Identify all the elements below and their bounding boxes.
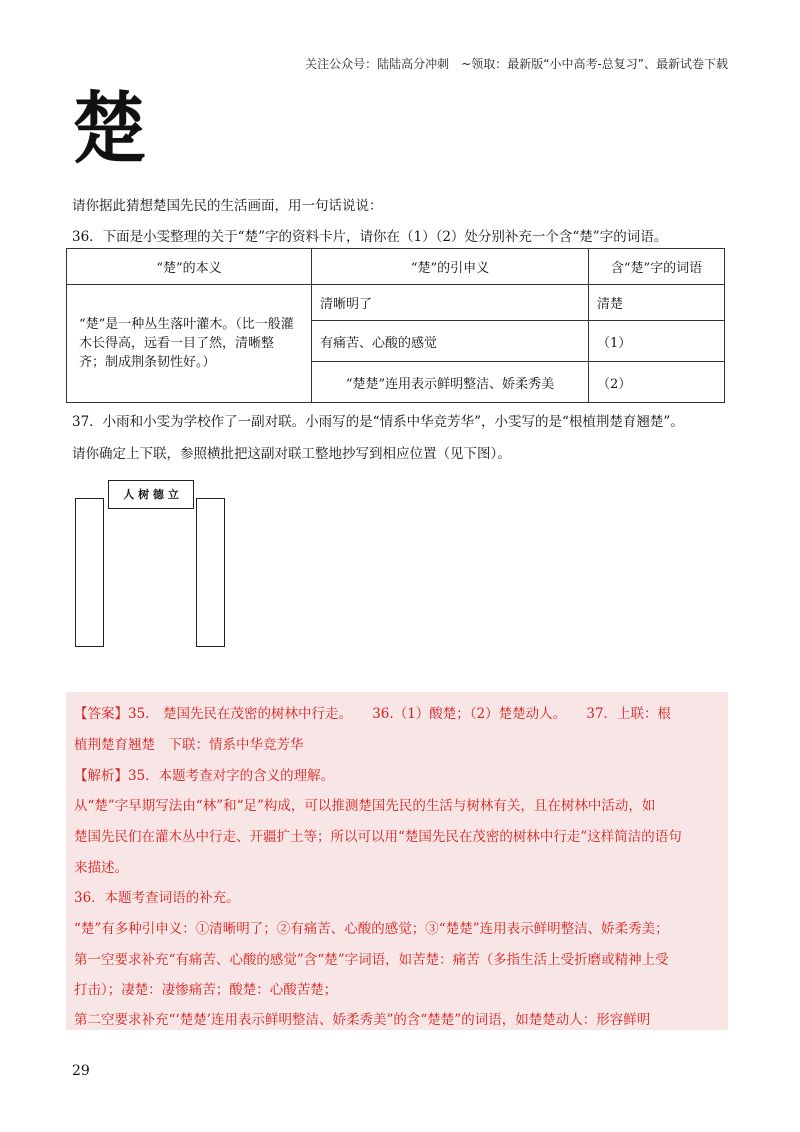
word-cell: 清楚	[589, 285, 725, 321]
answer-line: 植荆楚育翘楚 下联：情系中华竞芳华	[74, 737, 304, 753]
extended-meaning-cell: “楚楚”连用表示鲜明整洁、娇柔秀美	[312, 362, 589, 403]
table-header: “楚”的本义	[67, 249, 312, 285]
q37-line-1: 37．小雨和小雯为学校作了一副对联。小雨写的是“情系中华竞芳华”，小雯写的是“根植荆楚育翘楚”。	[72, 414, 684, 430]
analysis-line: 来描述。	[74, 860, 128, 876]
table-row	[67, 285, 725, 321]
page-header: 关注公众号：陆陆高分冲刺 ~领取：最新版“小中高考-总复习”、最新试卷下载	[305, 57, 728, 71]
q37-line-2: 请你确定上下联，参照横批把这副对联工整地抄写到相应位置（见下图）。	[72, 446, 511, 462]
page-number: 29	[72, 1063, 90, 1079]
table-header-row	[67, 249, 725, 285]
extended-meaning-cell: 有痛苦、心酸的感觉	[312, 321, 589, 362]
analysis-line: 打击）；凄楚：凄惨痛苦；酸楚：心酸苦楚；	[74, 982, 338, 998]
right-couplet-box	[75, 498, 104, 647]
extended-meaning-cell: 清晰明了	[312, 285, 589, 321]
ancient-character-glyph: 楚	[72, 83, 146, 175]
analysis-line: 从“楚”字早期写法由“林”和“足”构成，可以推测楚国先民的生活与树林有关，且在树林中活动，如	[74, 798, 656, 814]
banner-box: 人 树 德 立	[108, 480, 194, 509]
q35-prompt: 请你据此猜想楚国先民的生活画面，用一句话说说：	[72, 198, 383, 214]
base-meaning-cell: “楚”是一种丛生落叶灌木。（比一般灌木长得高，远看一目了然，清晰整齐；制成荆条韧性好。）	[67, 285, 312, 403]
info-card-table	[66, 248, 725, 403]
table-header: “楚”的引申义	[312, 249, 589, 285]
table-header: 含“楚”字的词语	[589, 249, 725, 285]
answer-line: 【答案】35. 楚国先民在茂密的树林中行走。 36.（1）酸楚；（2）楚楚动人。 37．上联：根	[74, 706, 672, 722]
word-cell: （2）	[589, 362, 725, 403]
analysis-line: 【解析】35．本题考查对字的含义的理解。	[74, 768, 335, 784]
analysis-line: 第一空要求补充“有痛苦、心酸的感觉”含“楚”字词语，如苦楚：痛苦（多指生活上受折磨或精神上受	[74, 952, 669, 968]
analysis-line: 楚国先民们在灌木丛中行走、开疆扩土等；所以可以用“楚国先民在茂密的树林中行走”这样简洁的语句	[74, 829, 682, 845]
analysis-line: 36．本题考查词语的补充。	[74, 890, 240, 906]
word-cell: （1）	[589, 321, 725, 362]
analysis-line: “楚”有多种引申义：①清晰明了；②有痛苦、心酸的感觉；③“楚楚”连用表示鲜明整洁、娇柔秀美；	[74, 921, 669, 937]
q36-prompt: 36．下面是小雯整理的关于“楚”字的资料卡片，请你在（1）（2）处分别补充一个含“楚”字的词语。	[72, 229, 668, 245]
analysis-line: 第二空要求补充“‘楚楚’连用表示鲜明整洁、娇柔秀美”的含“楚楚”的词语，如楚楚动人：形容鲜明	[74, 1012, 651, 1028]
answer-section	[66, 692, 728, 1030]
left-couplet-box	[196, 498, 225, 647]
